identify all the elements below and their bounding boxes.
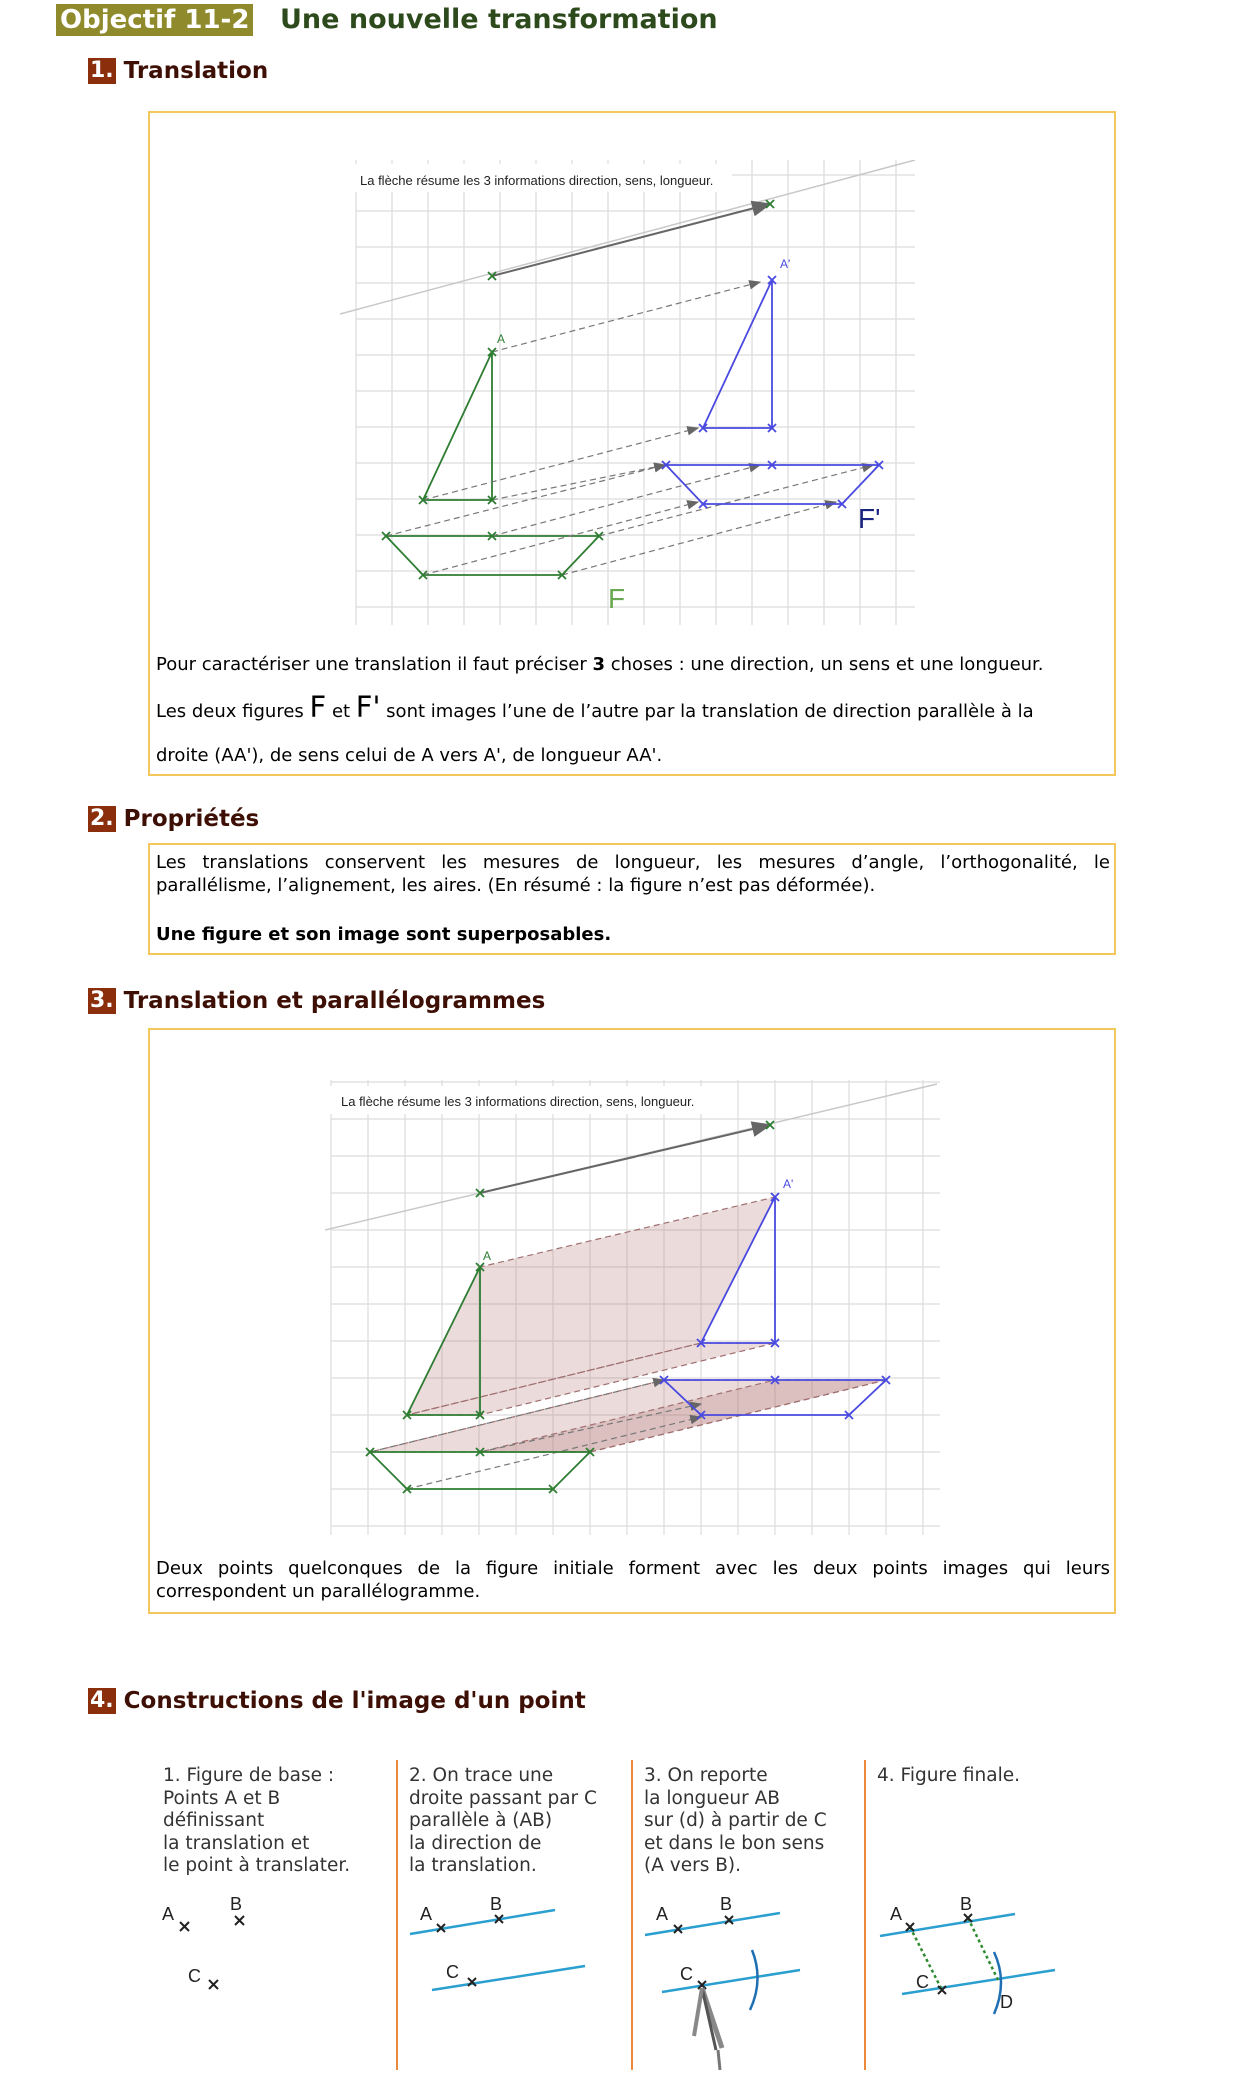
section-3-title: Translation et parallélogrammes xyxy=(123,988,546,1014)
parallelogram-text: Deux points quelconques de la figure initiale forment avec les deux points images qui leurs correspondent un parallélogramme. xyxy=(156,1558,1110,1602)
step-2-text: 2. On trace une droite passant par C parallèle à (AB) la direction de la translation. xyxy=(409,1765,597,1876)
point-a-prime-label: A' xyxy=(780,257,791,271)
point-c-label: C xyxy=(916,1972,929,1992)
figure-f-prime-label: F' xyxy=(858,503,881,534)
point-c-label: C xyxy=(188,1966,201,1986)
translation-figure xyxy=(340,160,920,630)
section-2-number: 2. xyxy=(90,806,114,831)
page-title: Une nouvelle transformation xyxy=(280,4,718,35)
point-b-label: B xyxy=(230,1894,243,1914)
section-2-title: Propriétés xyxy=(123,806,260,832)
figure-caption: La flèche résume les 3 informations direction, sens, longueur. xyxy=(341,1094,695,1109)
step-3-drawing xyxy=(645,1894,800,2070)
section-3-number: 3. xyxy=(90,988,114,1013)
properties-bold: Une figure et son image sont superposables. xyxy=(156,924,612,945)
point-c-label: C xyxy=(446,1962,459,1982)
figure-caption: La flèche résume les 3 informations direction, sens, longueur. xyxy=(360,173,714,188)
section-4-number: 4. xyxy=(90,1688,114,1713)
point-b-label: B xyxy=(960,1894,973,1914)
point-a-label: A xyxy=(483,1249,492,1263)
translation-direction-sentence: droite (AA'), de sens celui de A vers A', de longueur AA'. xyxy=(156,745,663,766)
point-b-label: B xyxy=(490,1894,503,1914)
step-2-drawing xyxy=(410,1894,585,1990)
section-4-heading xyxy=(88,1686,586,1716)
step-1-drawing xyxy=(162,1894,244,1989)
point-a-label: A xyxy=(656,1904,669,1924)
point-a-prime-label: A' xyxy=(783,1177,794,1191)
parallelogram-figure xyxy=(325,1080,945,1540)
step-4-text: 4. Figure finale. xyxy=(877,1765,1021,1786)
section-1-heading xyxy=(88,56,268,86)
properties-text: Les translations conservent les mesures de longueur, les mesures d’angle, l’orthogonalité, le parallélisme, l’alignement, les aires. (En résumé : la figure n’est pas déformée). xyxy=(156,852,1110,896)
objective-badge: Objectif 11-2 xyxy=(56,4,253,36)
section-3-heading xyxy=(88,986,545,1016)
point-a-label: A xyxy=(162,1904,175,1924)
section-2-heading xyxy=(88,804,259,834)
section-1-title: Translation xyxy=(123,58,269,84)
section-1-number: 1. xyxy=(90,58,114,83)
point-a-label: A xyxy=(420,1904,433,1924)
translation-figures-sentence: Les deux figures F et F' sont images l’une de l’autre par la translation de direction parallèle à la xyxy=(156,690,1034,724)
figure-f-label: F xyxy=(608,583,626,614)
section-4-title: Constructions de l'image d'un point xyxy=(123,1688,586,1714)
point-b-label: B xyxy=(720,1894,733,1914)
step-3-text: 3. On reporte la longueur AB sur (d) à partir de C et dans le bon sens (A vers B). xyxy=(644,1765,827,1876)
translation-definition: Pour caractériser une translation il faut préciser 3 choses : une direction, un sens et une longueur. xyxy=(156,654,1044,675)
point-a-label: A xyxy=(890,1904,903,1924)
step-1-text: 1. Figure de base : Points A et B définissant la translation et le point à translater. xyxy=(163,1765,351,1876)
point-d-label: D xyxy=(1000,1992,1013,2012)
construction-figures xyxy=(150,1880,1070,2080)
step-4-drawing xyxy=(880,1894,1055,2014)
point-c-label: C xyxy=(680,1964,693,1984)
point-a-label: A xyxy=(497,332,506,346)
